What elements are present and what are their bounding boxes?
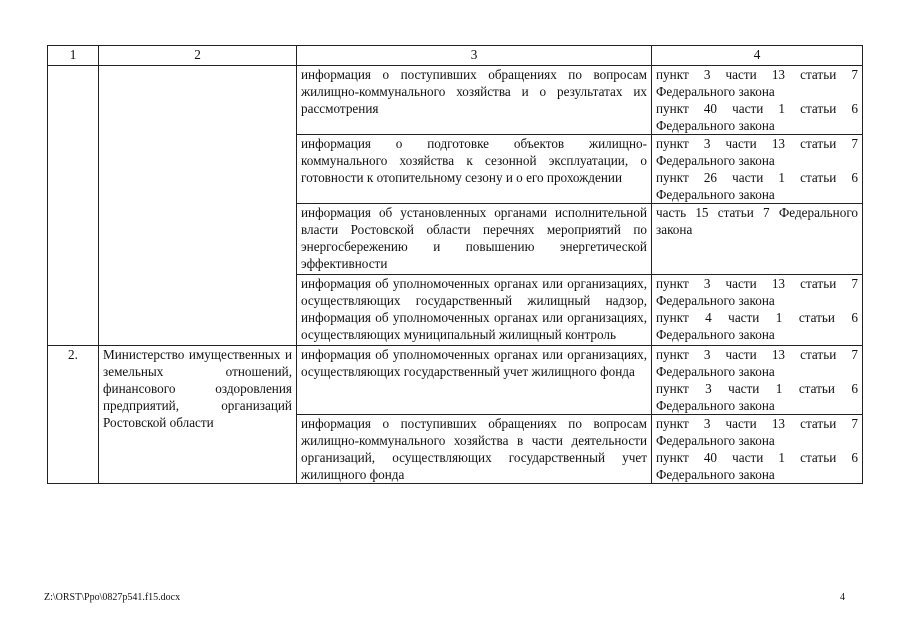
table-header-row bbox=[48, 46, 863, 66]
table-row bbox=[48, 66, 863, 135]
legal-basis-item: часть 15 статьи 7 Федерального закона bbox=[656, 205, 858, 237]
column-number-3: 3 bbox=[297, 46, 652, 66]
page-number: 4 bbox=[840, 592, 845, 603]
information-cell: информация о поступивших обращениях по вопросам жилищно-коммунального хозяйства в части деятельности организаций, осуществляющих государственный учет жилищного фонда bbox=[297, 415, 652, 484]
legal-basis-cell bbox=[652, 135, 863, 204]
legal-basis-item: пункт 4 части 1 статьи 6 Федерального закона bbox=[656, 310, 858, 342]
organization-cell: Министерство имущественных и земельных отношений, финансового оздоровления предприятий, организаций Ростовской области bbox=[99, 346, 297, 484]
information-cell: информация об установленных органами исполнительной власти Ростовской области перечнях мероприятий по энергосбережению и повышению энергетической эффективности bbox=[297, 204, 652, 275]
column-number-1: 1 bbox=[48, 46, 99, 66]
legal-basis-item: пункт 3 части 13 статьи 7 Федерального закона bbox=[656, 136, 858, 168]
column-number-2: 2 bbox=[99, 46, 297, 66]
legal-basis-item: пункт 3 части 13 статьи 7 Федерального закона bbox=[656, 347, 858, 379]
document-file-path: Z:\ORST\Ppo\0827p541.f15.docx bbox=[44, 592, 181, 603]
legal-basis-item: пункт 3 части 13 статьи 7 Федерального закона bbox=[656, 276, 858, 308]
information-cell: информация о поступивших обращениях по вопросам жилищно-коммунального хозяйства и о результатах их рассмотрения bbox=[297, 66, 652, 135]
information-cell: информация о подготовке объектов жилищно-коммунального хозяйства к сезонной эксплуатации, о готовности к отопительному сезону и о его прохождении bbox=[297, 135, 652, 204]
regulation-table bbox=[47, 45, 863, 484]
information-cell: информация об уполномоченных органах или организациях, осуществляющих государственный жилищный надзор, информация об уполномоченных органах или организациях, осуществляющих муниципальный жилищный контроль bbox=[297, 275, 652, 346]
row-number-cell bbox=[48, 66, 99, 346]
legal-basis-cell bbox=[652, 275, 863, 346]
legal-basis-cell bbox=[652, 66, 863, 135]
legal-basis-item: пункт 40 части 1 статьи 6 Федерального закона bbox=[656, 101, 858, 133]
legal-basis-item: пункт 3 части 13 статьи 7 Федерального закона bbox=[656, 67, 858, 99]
information-cell: информация об уполномоченных органах или организациях, осуществляющих государственный учет жилищного фонда bbox=[297, 346, 652, 415]
legal-basis-cell bbox=[652, 204, 863, 275]
row-number-cell: 2. bbox=[48, 346, 99, 484]
legal-basis-cell bbox=[652, 415, 863, 484]
legal-basis-item: пункт 26 части 1 статьи 6 Федерального закона bbox=[656, 170, 858, 202]
organization-cell bbox=[99, 66, 297, 346]
legal-basis-item: пункт 3 части 1 статьи 6 Федерального закона bbox=[656, 381, 858, 413]
column-number-4: 4 bbox=[652, 46, 863, 66]
legal-basis-item: пункт 3 части 13 статьи 7 Федерального закона bbox=[656, 416, 858, 448]
legal-basis-cell bbox=[652, 346, 863, 415]
legal-basis-item: пункт 40 части 1 статьи 6 Федерального закона bbox=[656, 450, 858, 482]
table-row bbox=[48, 346, 863, 415]
